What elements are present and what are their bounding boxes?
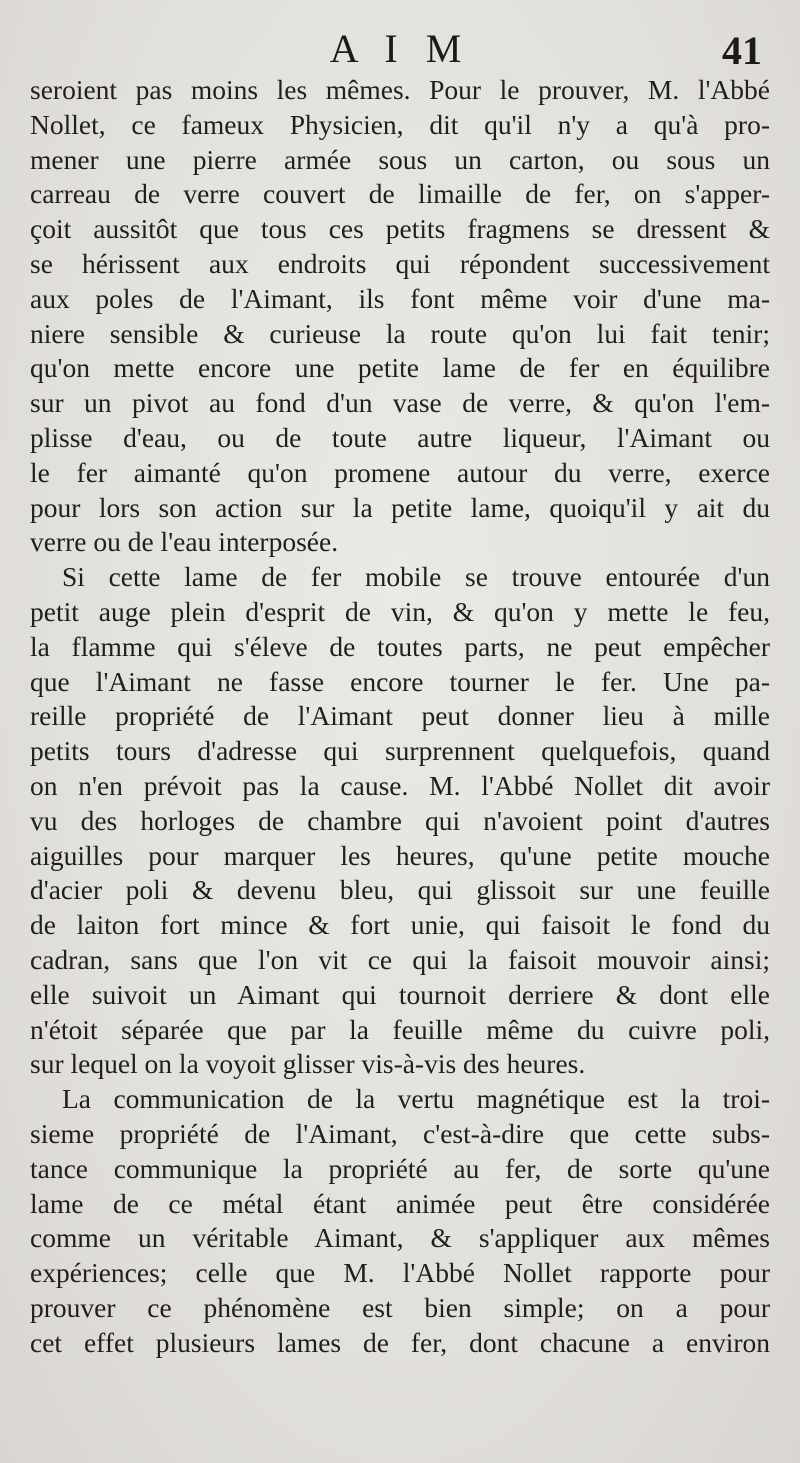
text-line: comme un véritable Aimant, & s'appliquer aux mêmes bbox=[30, 1222, 770, 1254]
text-line: de laiton fort mince & fort unie, qui faisoit le fond du bbox=[30, 909, 770, 941]
text-line: pour lors son action sur la petite lame, quoiqu'il y ait du bbox=[30, 491, 770, 523]
text-line: aux poles de l'Aimant, ils font même voir d'une ma- bbox=[30, 282, 770, 314]
text-line: prouver ce phénomène est bien simple; on a pour bbox=[30, 1291, 770, 1323]
text-line: on n'en prévoit pas la cause. M. l'Abbé Nollet dit avoir bbox=[30, 769, 770, 801]
text-line: lame de ce métal étant animée peut être considérée bbox=[30, 1187, 770, 1219]
text-line: Nollet, ce fameux Physicien, dit qu'il n'y a qu'à pro- bbox=[30, 108, 770, 140]
text-line: la flamme qui s'éleve de toutes parts, ne peut empêcher bbox=[30, 630, 770, 662]
text-line: seroient pas moins les mêmes. Pour le prouver, M. l'Abbé bbox=[30, 74, 770, 105]
text-line: çoit aussitôt que tous ces petits fragmens se dressent & bbox=[30, 213, 770, 245]
text-line: petits tours d'adresse qui surprennent quelquefois, quand bbox=[30, 735, 770, 767]
text-line: reille propriété de l'Aimant peut donner lieu à mille bbox=[30, 700, 770, 732]
text-line: d'acier poli & devenu bleu, qui glissoit sur une feuille bbox=[30, 874, 770, 906]
page-number: 41 bbox=[722, 28, 762, 73]
text-line: sur un pivot au fond d'un vase de verre, & qu'on l'em- bbox=[30, 387, 770, 419]
running-title: A I M bbox=[329, 26, 471, 71]
text-line: se hérissent aux endroits qui répondent successivement bbox=[30, 247, 770, 279]
text-line: carreau de verre couvert de limaille de fer, on s'apper- bbox=[30, 178, 770, 210]
text-line: aiguilles pour marquer les heures, qu'une petite mouche bbox=[30, 839, 770, 871]
text-line: le fer aimanté qu'on promene autour du verre, exerce bbox=[30, 456, 770, 488]
body-text bbox=[30, 73, 770, 1360]
running-head bbox=[0, 26, 800, 76]
text-line: elle suivoit un Aimant qui tournoit derriere & dont elle bbox=[30, 978, 770, 1010]
text-line: cet effet plusieurs lames de fer, dont chacune a environ bbox=[30, 1326, 770, 1358]
text-line: mener une pierre armée sous un carton, ou sous un bbox=[30, 143, 770, 175]
text-line: sieme propriété de l'Aimant, c'est-à-dire que cette subs- bbox=[30, 1117, 770, 1149]
text-line: verre ou de l'eau interposée. bbox=[30, 526, 339, 558]
text-line: n'étoit séparée que par la feuille même du cuivre poli, bbox=[30, 1013, 770, 1045]
text-line: vu des horloges de chambre qui n'avoient point d'autres bbox=[30, 804, 770, 836]
text-line: que l'Aimant ne fasse encore tourner le fer. Une pa- bbox=[30, 665, 770, 697]
text-line: plisse d'eau, ou de toute autre liqueur, l'Aimant ou bbox=[30, 421, 770, 453]
text-line: niere sensible & curieuse la route qu'on lui fait tenir; bbox=[30, 317, 770, 349]
text-line: expériences; celle que M. l'Abbé Nollet rapporte pour bbox=[30, 1257, 770, 1289]
text-line: sur lequel on la voyoit glisser vis-à-vis des heures. bbox=[30, 1048, 586, 1080]
text-line: La communication de la vertu magnétique est la troi- bbox=[62, 1083, 770, 1115]
text-line: cadran, sans que l'on vit ce qui la faisoit mouvoir ainsi; bbox=[30, 943, 770, 975]
text-line: petit auge plein d'esprit de vin, & qu'on y mette le feu, bbox=[30, 595, 770, 627]
text-line: tance communique la propriété au fer, de sorte qu'une bbox=[30, 1152, 770, 1184]
text-line: Si cette lame de fer mobile se trouve entourée d'un bbox=[62, 561, 770, 593]
text-line: qu'on mette encore une petite lame de fer en équilibre bbox=[30, 352, 770, 384]
